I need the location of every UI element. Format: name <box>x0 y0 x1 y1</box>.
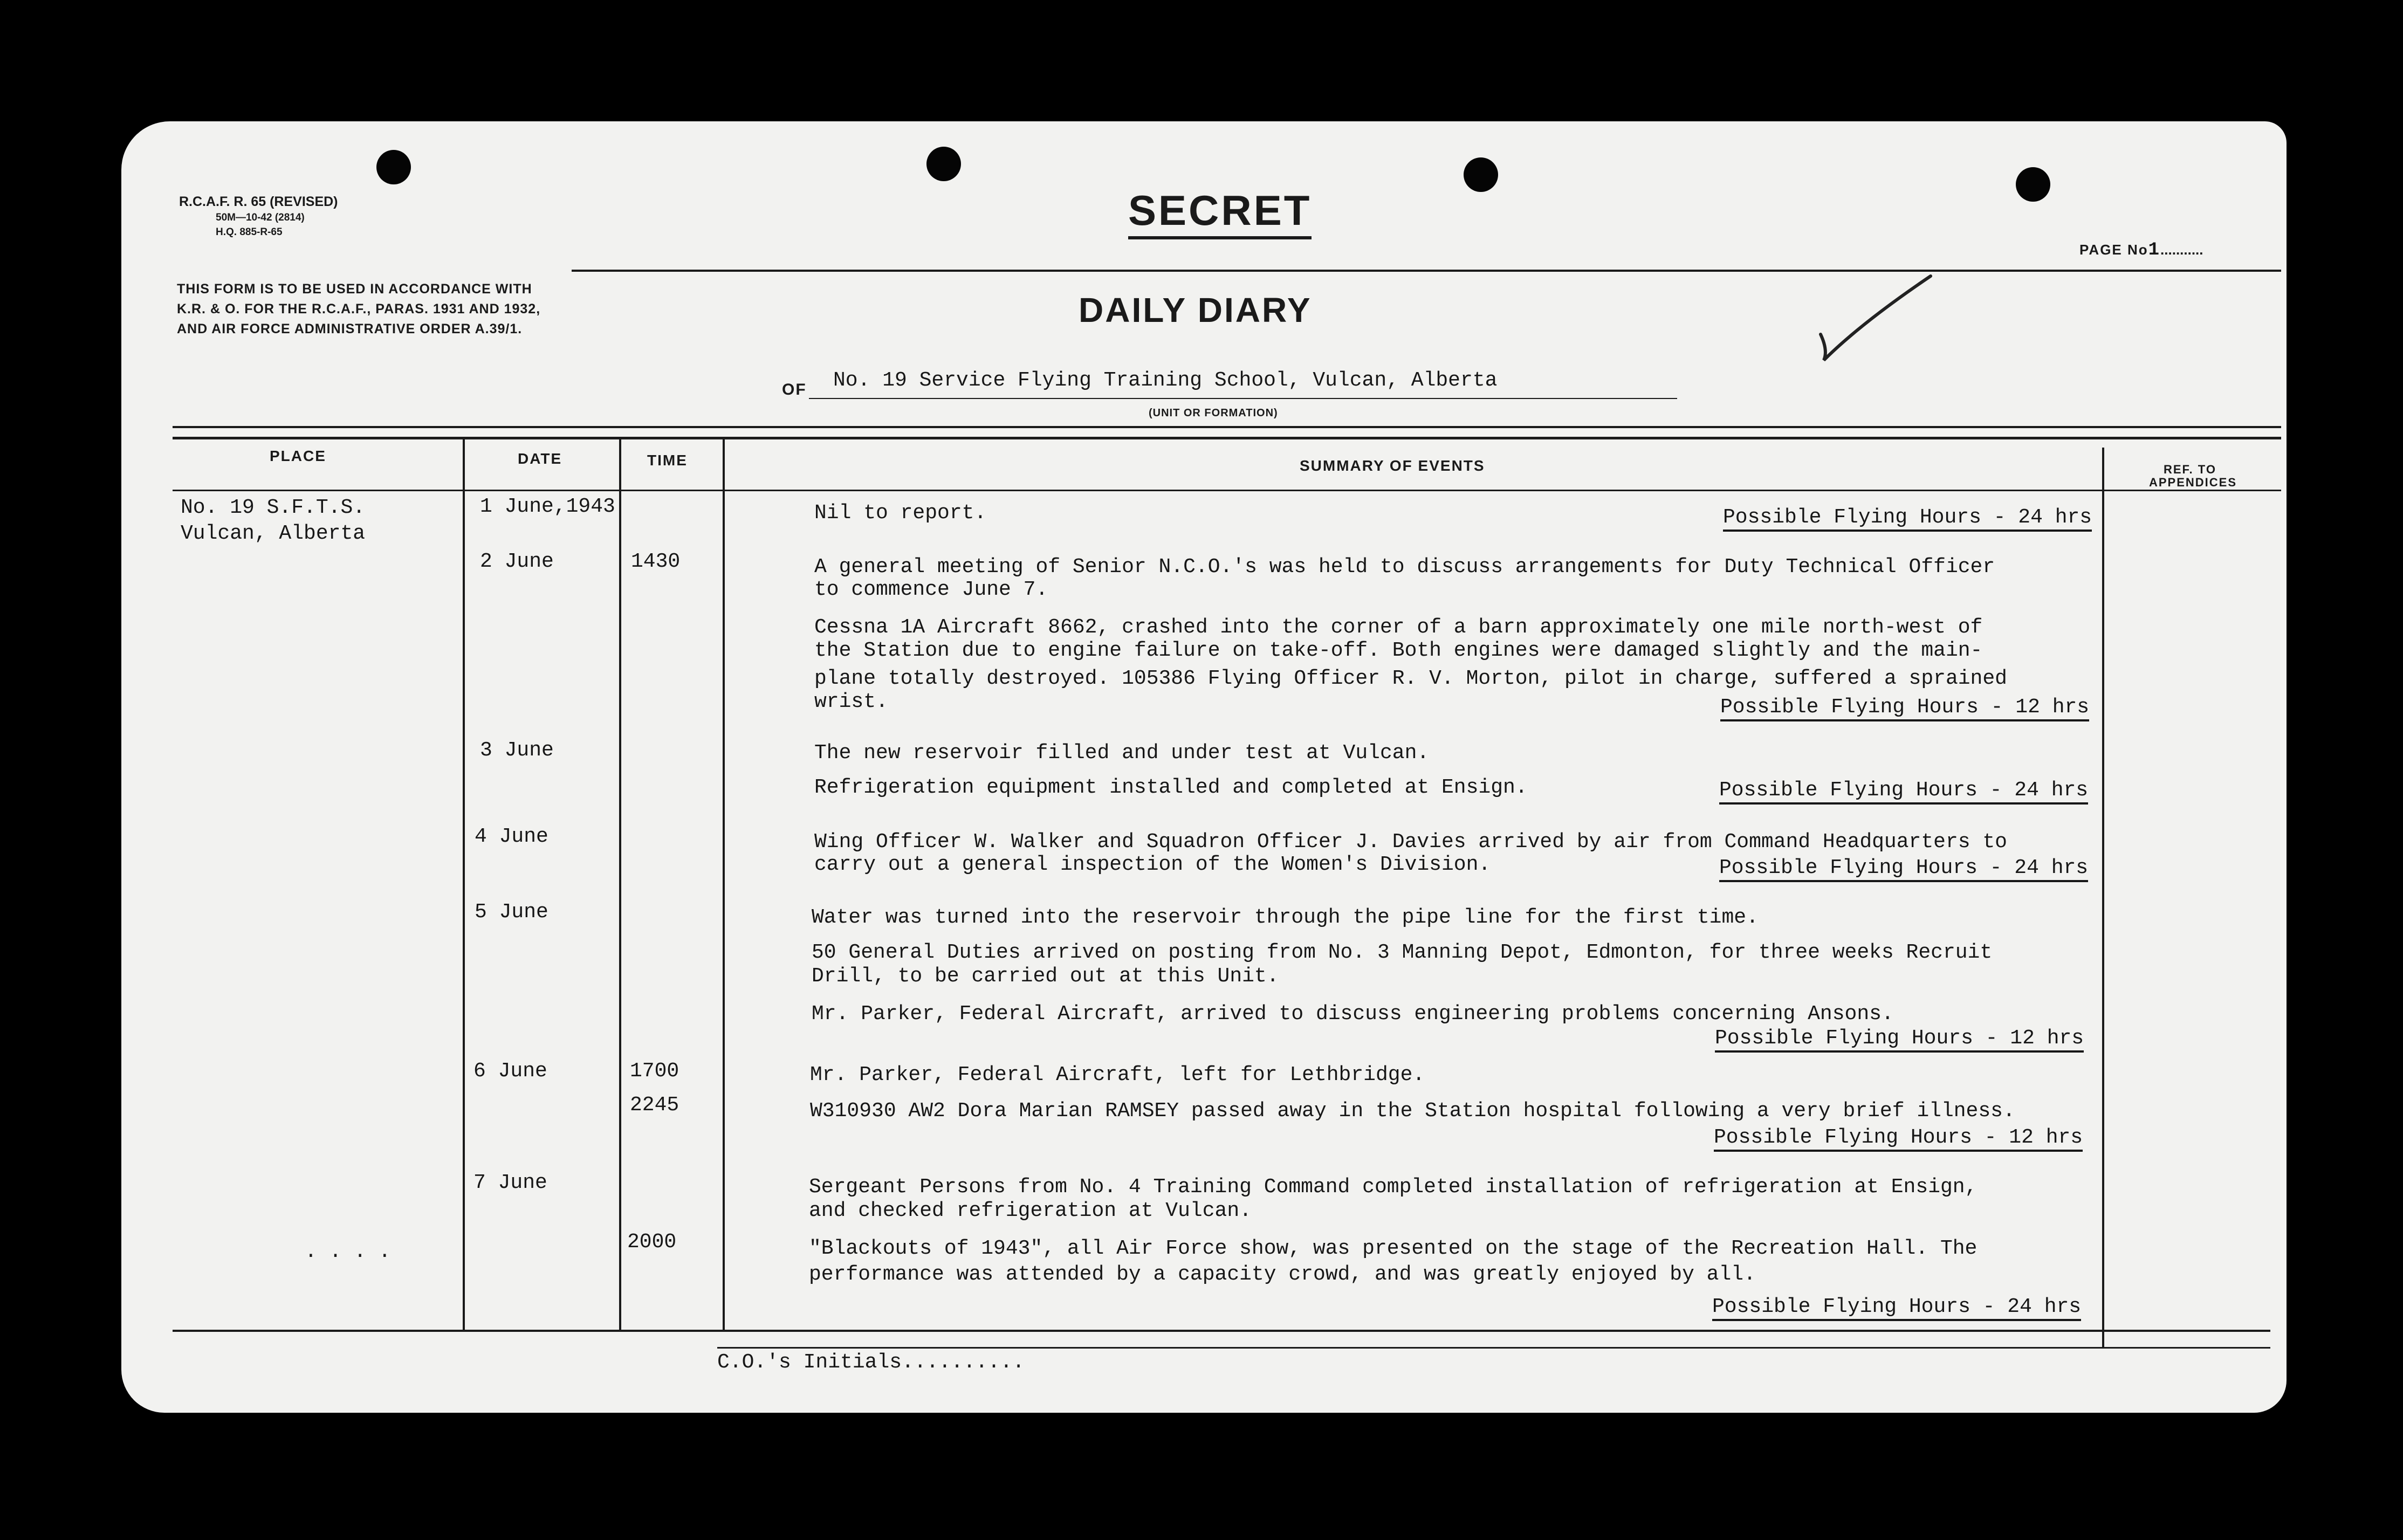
page-number-dots: ........... <box>2160 242 2203 258</box>
entry-text: Sergeant Persons from No. 4 Training Command completed installation of refrigeration at Ensign, <box>809 1175 1978 1199</box>
entry-text: 50 General Duties arrived on posting from No. 3 Manning Depot, Edmonton, for three weeks Recruit <box>812 941 1993 964</box>
flying-hours: Possible Flying Hours - 24 hrs <box>1719 856 2088 882</box>
secret-heading: SECRET <box>1128 186 1312 239</box>
flying-hours: Possible Flying Hours - 24 hrs <box>1719 779 2088 805</box>
place-date-divider <box>463 437 465 1331</box>
column-header-ref-line-1: REF. TO <box>2164 463 2216 476</box>
entry-text: and checked refrigeration at Vulcan. <box>809 1199 1252 1222</box>
entry-text: Mr. Parker, Federal Aircraft, arrived to discuss engineering problems concerning Ansons. <box>812 1002 1894 1026</box>
form-code-line-1: R.C.A.F. R. 65 (REVISED) <box>179 194 338 209</box>
of-label: OF <box>782 381 807 398</box>
entry-text: "Blackouts of 1943", all Air Force show, was presented on the stage of the Recreation Hall. The <box>809 1237 1978 1260</box>
entry-text: Water was turned into the reservoir through the pipe line for the first time. <box>812 906 1759 929</box>
co-initials: C.O.'s Initials.......... <box>717 1351 1025 1374</box>
form-instruction: THIS FORM IS TO BE USED IN ACCORDANCE WITH K.R. & O. FOR THE R.C.A.F., PARAS. 1931 AND 1932, AND AIR FORCE ADMINISTRATIVE ORDER A.39/1. <box>177 281 541 336</box>
flying-hours: Possible Flying Hours - 24 hrs <box>1712 1295 2081 1321</box>
date-time-divider <box>619 437 621 1331</box>
flying-hours: Possible Flying Hours - 12 hrs <box>1714 1126 2083 1152</box>
entry-text: Nil to report. <box>814 501 987 525</box>
entry-date: 4 June <box>475 825 548 848</box>
flying-hours: Possible Flying Hours - 24 hrs <box>1723 506 2092 532</box>
column-header-rule <box>173 490 2281 491</box>
entry-text: Mr. Parker, Federal Aircraft, left for Lethbridge. <box>810 1063 1425 1087</box>
diary-title: DAILY DIARY <box>1079 291 1312 329</box>
entry-date: 2 June <box>480 550 554 573</box>
unit-name: No. 19 Service Flying Training School, Vulcan, Alberta <box>833 369 1498 392</box>
entry-text: Cessna 1A Aircraft 8662, crashed into the corner of a barn approximately one mile north-west of <box>814 616 1983 639</box>
entry-date: 3 June <box>480 739 554 762</box>
entry-text: A general meeting of Senior N.C.O.'s was held to discuss arrangements for Duty Technical Officer <box>814 555 1995 579</box>
page-label: PAGE No <box>2079 242 2148 258</box>
flying-hours: Possible Flying Hours - 12 hrs <box>1715 1027 2084 1053</box>
punch-hole-left <box>376 150 411 184</box>
table-bottom-rule-2 <box>717 1347 2270 1349</box>
place-location: Vulcan, Alberta <box>181 522 366 545</box>
column-header-summary: SUMMARY OF EVENTS <box>1300 457 1485 474</box>
page-number-value: 1 <box>2148 240 2161 260</box>
unit-underline <box>809 398 1677 399</box>
checkmark-icon <box>1817 270 1936 367</box>
entry-text: Wing Officer W. Walker and Squadron Officer J. Davies arrived by air from Command Headquarters to <box>814 830 2007 854</box>
punch-hole-center-right <box>1464 157 1498 192</box>
entry-time: 2000 <box>627 1230 677 1254</box>
table-top-rule-1 <box>173 426 2281 428</box>
punch-hole-right <box>2016 167 2050 202</box>
punch-hole-center-left <box>926 147 961 181</box>
form-code-line-3: H.Q. 885-R-65 <box>216 226 283 238</box>
time-summary-divider <box>723 437 725 1331</box>
entry-time: 1430 <box>631 550 681 573</box>
page-number-label <box>2079 240 2203 260</box>
unit-caption: (UNIT OR FORMATION) <box>1149 407 1278 419</box>
entry-text: the Station due to engine failure on take-off. Both engines were damaged slightly and the main- <box>814 639 1983 662</box>
entry-text: Refrigeration equipment installed and completed at Ensign. <box>814 776 1528 799</box>
entry-text: The new reservoir filled and under test at Vulcan. <box>814 741 1430 765</box>
place-dots: . . . . <box>305 1240 391 1263</box>
table-bottom-rule <box>173 1330 2270 1332</box>
table-top-rule-2 <box>173 437 2281 439</box>
entry-text: wrist. <box>814 690 888 713</box>
entry-text: carry out a general inspection of the Women's Division. <box>814 853 1491 876</box>
header-rule <box>572 270 2281 272</box>
entry-text: to commence June 7. <box>814 578 1048 601</box>
form-code-line-2: 50M—10-42 (2814) <box>216 212 305 223</box>
entry-time: 2245 <box>630 1094 679 1117</box>
column-header-date: DATE <box>518 450 562 467</box>
column-header-place: PLACE <box>270 448 326 464</box>
entry-text: Drill, to be carried out at this Unit. <box>812 965 1279 988</box>
column-header-time: TIME <box>647 452 688 469</box>
entry-text: performance was attended by a capacity crowd, and was greatly enjoyed by all. <box>809 1263 1756 1286</box>
column-header-ref-line-2: APPENDICES <box>2149 476 2237 489</box>
entry-date: 7 June <box>473 1171 547 1194</box>
flying-hours: Possible Flying Hours - 12 hrs <box>1720 696 2089 721</box>
summary-ref-divider <box>2102 448 2104 1347</box>
entry-time: 1700 <box>630 1060 679 1083</box>
entry-date: 1 June,1943 <box>480 495 615 518</box>
entry-date: 6 June <box>473 1060 547 1083</box>
entry-text: plane totally destroyed. 105386 Flying Officer R. V. Morton, pilot in charge, suffered a sprained <box>814 667 2007 690</box>
entry-text: W310930 AW2 Dora Marian RAMSEY passed away in the Station hospital following a very brief illness. <box>810 1099 2015 1123</box>
place-unit: No. 19 S.F.T.S. <box>181 496 366 519</box>
entry-date: 5 June <box>475 900 548 924</box>
